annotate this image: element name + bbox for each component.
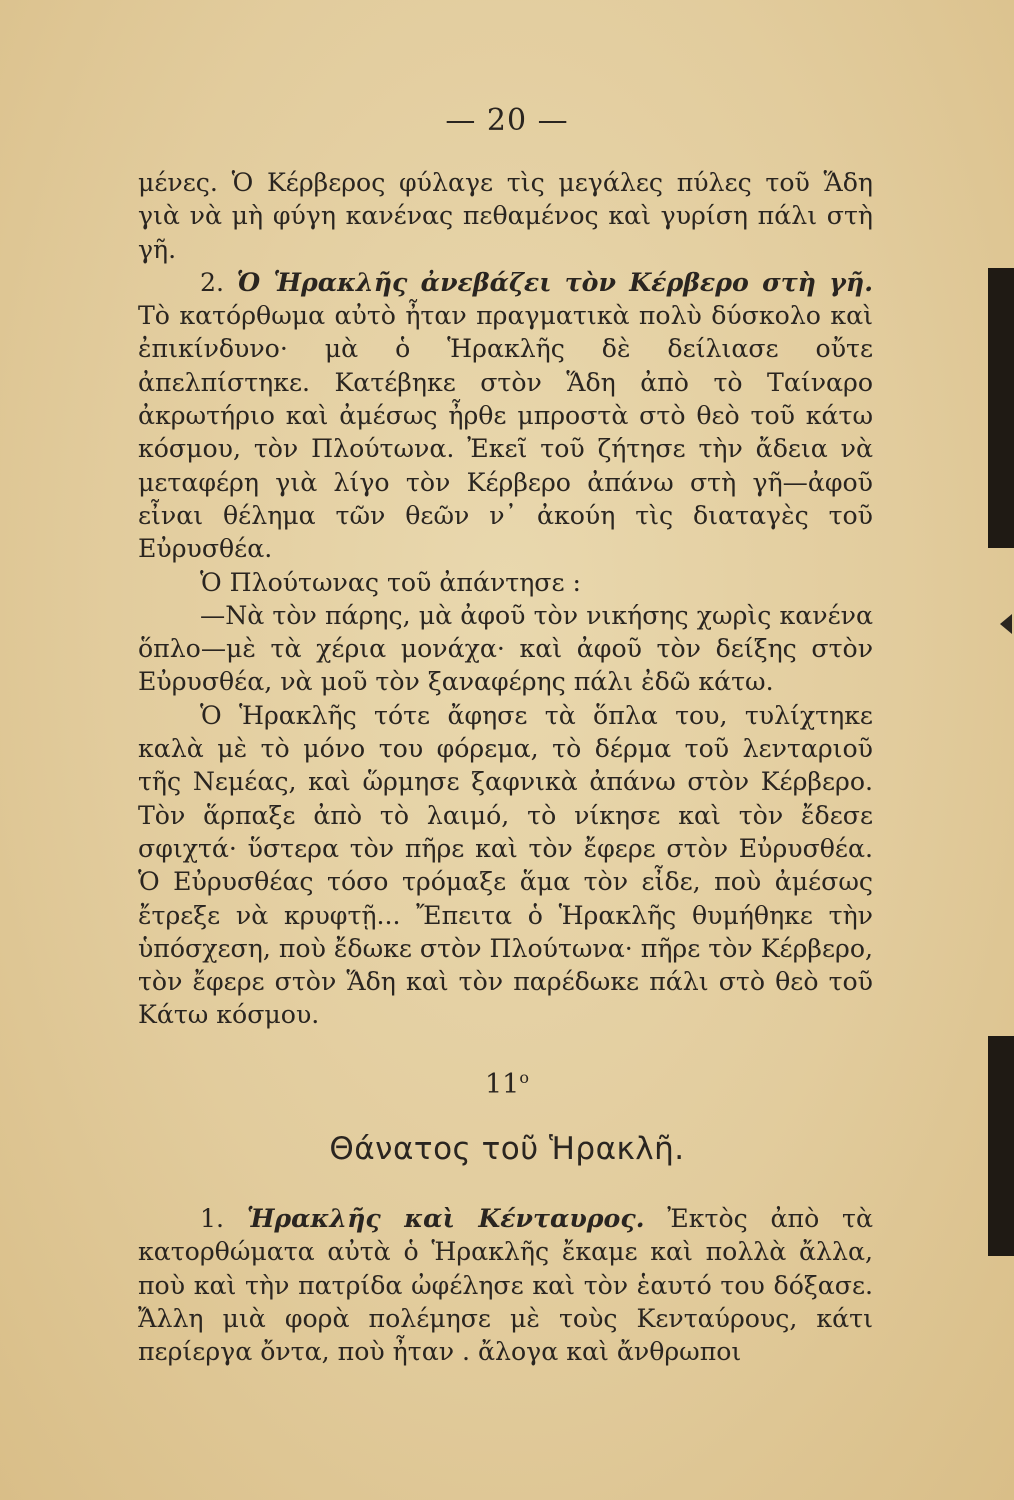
paragraph-heracles-capture: Ὁ Ἡρακλῆς τότε ἄφησε τὰ ὅπλα του, τυλίχτηκε καλὰ μὲ τὸ μόνο του φόρεμα, τὸ δέρμα τοῦ λενταριοῦ τῆς Νεμέας, καὶ ὥρμησε ξαφνικὰ ἀπάνω στὸν Κέρβερο. Τὸν ἅρπαξε ἀπὸ τὸ λαιμό, τὸ νίκησε καὶ τὸν ἔδεσε σφιχτά· ὕστερα τὸν πῆρε καὶ τὸν ἔφερε στὸν Εὐρυσθέα. Ὁ Εὐρυσθέας τόσο τρόμαξε ἅμα τὸν εἶδε, ποὺ ἀμέσως ἔτρεξε νὰ κρυφτῇ... Ἔπειτα ὁ Ἡρακλῆς θυμήθηκε τὴν ὑπόσχεση, ποὺ ἔδωκε στὸν Πλούτωνα· πῆρε τὸν Κέρβερο, τὸν ἔφερε στὸν Ἅδη καὶ τὸν παρέδωκε πάλι στὸ θεὸ τοῦ Κάτω κόσμου. [138,700,873,1030]
subsection-2-text: Τὸ κατόρθωμα αὐτὸ ἦταν πραγματικὰ πολὺ δύσκολο καὶ ἐπικίνδυνο· μὰ ὁ Ἡρακλῆς δὲ δείλιασε οὔτε ἀπελπίστηκε. Κατέβηκε στὸν Ἅδη ἀπὸ τὸ Ταίναρο ἀκρωτήριο καὶ ἀμέσως ἦρθε μπροστὰ στὸ θεὸ τοῦ κάτω κόσμου, τὸν Πλούτωνα. Ἐκεῖ τοῦ ζήτησε τὴν ἄδεια νὰ μεταφέρη γιὰ λίγο τὸν Κέρβερο ἀπάνω στὴ γῆ—ἀφοῦ εἶναι θέλημα τῶν θεῶν ν᾿ ἀκούη τὶς διαταγὲς τοῦ Εὐρυσθέα. [138,301,873,564]
subsection-1-heading: Ἡρακλῆς καὶ Κένταυρος. [246,1203,645,1233]
section-number-value: 11 [485,1069,520,1100]
body-text-top [138,166,873,1032]
edge-mark-bottom [988,1036,1014,1256]
edge-tick-mark [1000,614,1012,634]
subsection-2-heading: Ὁ Ἡρακλῆς ἀνεβάζει τὸν Κέρβερο στὴ γῆ. [236,266,873,297]
paragraph-subsection-1 [138,1202,873,1368]
paragraph-cerberus-intro: μένες. Ὁ Κέρβερος φύλαγε τὶς μεγάλες πύλες τοῦ Ἅδη γιὰ νὰ μὴ φύγη κανένας πεθαμένος καὶ γυρίση πάλι στὴ γῆ. [138,168,873,264]
section-number-suffix: ο [519,1068,529,1087]
page-number: — 20 — [445,103,569,138]
subsection-1-text: Ἐκτὸς ἀπὸ τὰ κατορθώματα αὐτὰ ὁ Ἡρακλῆς ἔκαμε καὶ πολλὰ ἄλλα, ποὺ καὶ τὴν πατρίδα ὠφέλησε καὶ τὸν ἑαυτό του δόξασε. Ἄλλη μιὰ φορὰ πολέμησε μὲ τοὺς Κενταύρους, κάτι περίεργα ὄντα, ποὺ ἦταν . ἄλογα καὶ ἄνθρωποι [138,1204,873,1367]
edge-mark-top [988,268,1014,548]
body-text-bottom [138,1202,873,1368]
section-title: Θάνατος τοῦ Ἡρακλῆ. [329,1131,685,1167]
subsection-1-number: 1. [200,1204,225,1233]
paragraph-subsection-2 [138,266,873,566]
paragraph-pluto-reply-intro: Ὁ Πλούτωνας τοῦ ἀπάντησε : [200,567,582,597]
paragraph-pluto-reply: —Νὰ τὸν πάρης, μὰ ἀφοῦ τὸν νικήσης χωρὶς κανένα ὅπλο—μὲ τὰ χέρια μονάχα· καὶ ἀφοῦ τὸν δείξης στὸν Εὐρυσθέα, νὰ μοῦ τὸν ξαναφέρης πάλι ἐδῶ κάτω. [138,600,873,697]
subsection-2-number: 2. [200,267,225,297]
section-number [0,1068,1014,1100]
